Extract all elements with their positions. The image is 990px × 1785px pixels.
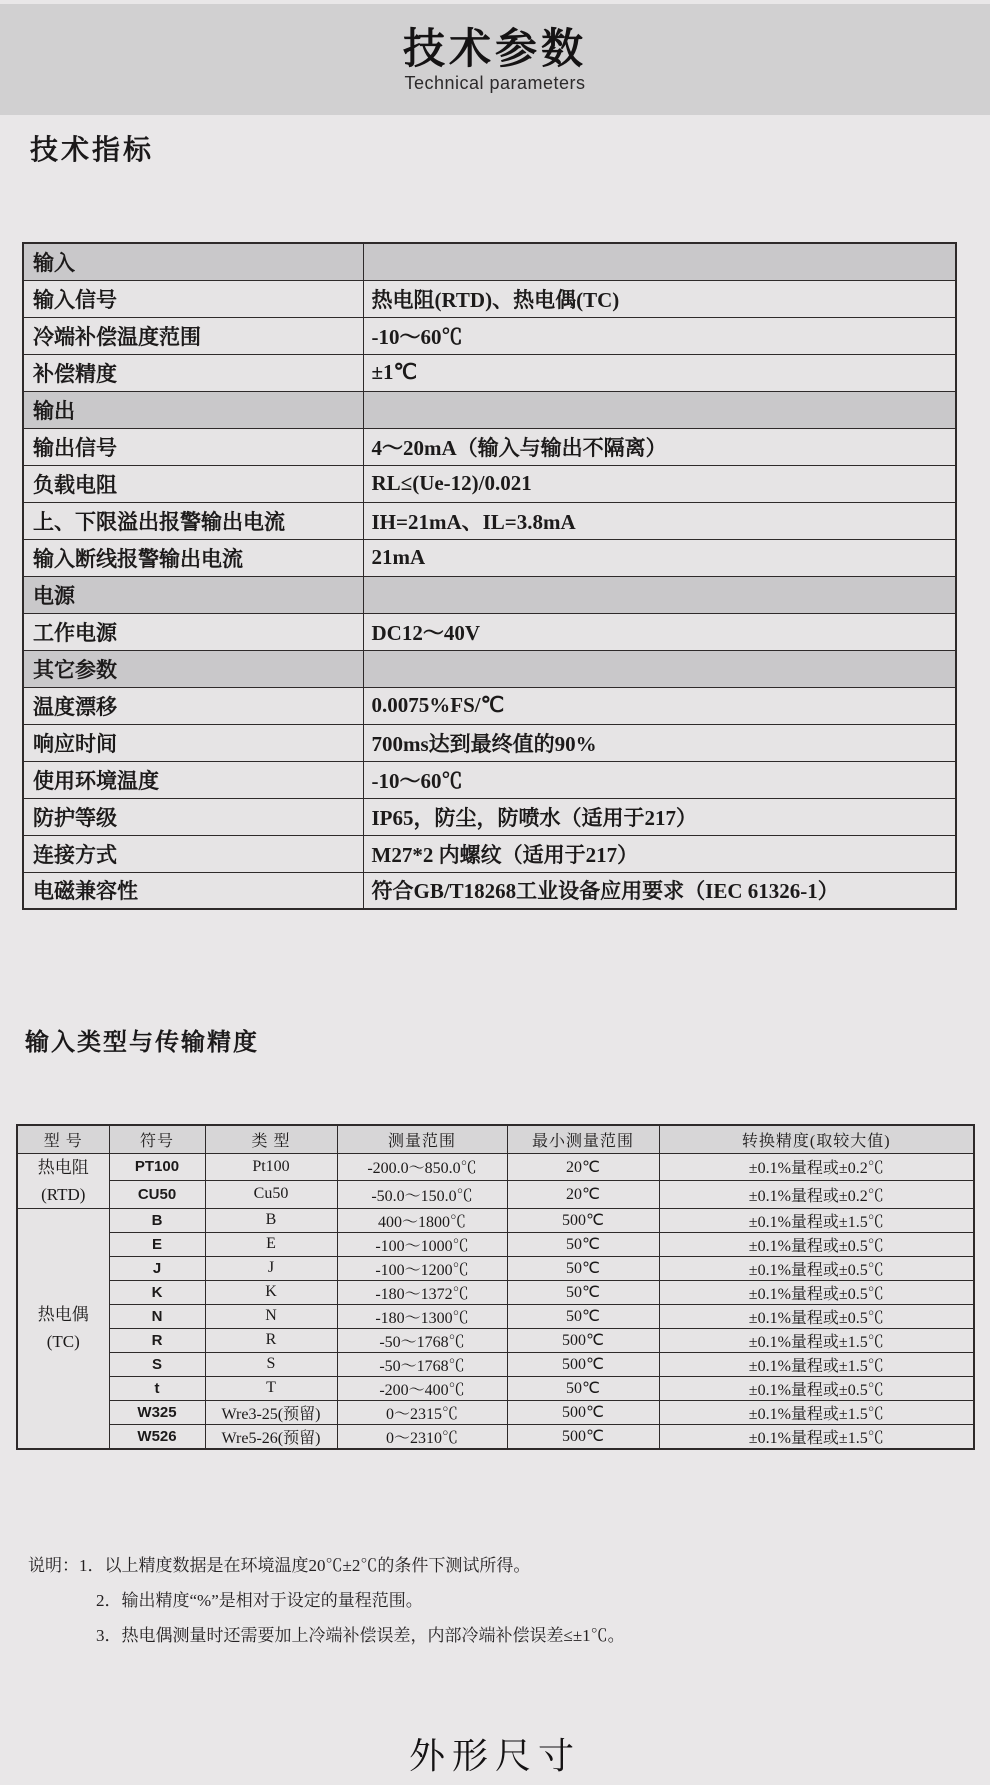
range-cell: -180～1372℃ [337,1280,507,1304]
accuracy-cell: ±0.1%量程或±0.5℃ [659,1304,974,1328]
column-header: 测量范围 [337,1125,507,1153]
spec-section-row [23,243,956,280]
spec-row [23,354,956,391]
type-cell: K [205,1280,337,1304]
accuracy-cell: ±0.1%量程或±0.2℃ [659,1181,974,1209]
page-banner [0,4,990,115]
spec-label: 响应时间 [23,724,363,761]
range-cell: -200～400℃ [337,1376,507,1400]
spec-label: 连接方式 [23,835,363,872]
spec-label: 负载电阻 [23,465,363,502]
table-row [17,1400,974,1424]
spec-row [23,835,956,872]
symbol-cell: N [109,1304,205,1328]
spec-value: -10～60℃ [363,317,956,354]
table-row [17,1376,974,1400]
spec-value: IP65，防尘，防喷水（适用于217） [363,798,956,835]
min-range-cell: 50℃ [507,1256,659,1280]
type-cell: R [205,1328,337,1352]
spec-value [363,243,956,280]
spec-label: 电源 [23,576,363,613]
spec-section-row [23,576,956,613]
spec-label: 温度漂移 [23,687,363,724]
table-row [17,1352,974,1376]
spec-label: 输出信号 [23,428,363,465]
spec-label: 使用环境温度 [23,761,363,798]
symbol-cell: R [109,1328,205,1352]
dimension-section-title: 外形尺寸 [408,1735,581,1776]
symbol-cell: K [109,1280,205,1304]
accuracy-cell: ±0.1%量程或±1.5℃ [659,1400,974,1424]
banner-title: 技术参数 [402,24,587,72]
type-cell: Wre5-26(预留) [205,1424,337,1449]
accuracy-cell: ±0.1%量程或±1.5℃ [659,1208,974,1232]
accuracy-table [16,1124,975,1450]
spec-value: M27*2 内螺纹（适用于217） [363,835,956,872]
symbol-cell: S [109,1352,205,1376]
spec-label: 输入信号 [23,280,363,317]
table-row [17,1181,974,1209]
accuracy-cell: ±0.1%量程或±0.5℃ [659,1256,974,1280]
spec-section-row [23,391,956,428]
banner-subtitle: Technical parameters [404,73,586,94]
range-cell: -100～1000℃ [337,1232,507,1256]
accuracy-header-row [17,1125,974,1153]
spec-value [363,576,956,613]
symbol-cell: B [109,1208,205,1232]
accuracy-cell: ±0.1%量程或±0.5℃ [659,1280,974,1304]
column-header: 符号 [109,1125,205,1153]
accuracy-cell: ±0.1%量程或±1.5℃ [659,1328,974,1352]
table-row [17,1328,974,1352]
spec-label: 电磁兼容性 [23,872,363,909]
min-range-cell: 50℃ [507,1232,659,1256]
symbol-cell: W526 [109,1424,205,1449]
group-name-line: 热电阻 [37,1157,89,1177]
min-range-cell: 20℃ [507,1181,659,1209]
type-cell: J [205,1256,337,1280]
range-cell: 0～2310℃ [337,1424,507,1449]
min-range-cell: 50℃ [507,1376,659,1400]
spec-value: 0.0075%FS/℃ [363,687,956,724]
accuracy-cell: ±0.1%量程或±0.5℃ [659,1232,974,1256]
table-row [17,1304,974,1328]
spec-value: 热电阻(RTD)、热电偶(TC) [363,280,956,317]
spec-row [23,502,956,539]
group-name-line: 热电偶 [37,1305,89,1324]
range-cell: -180～1300℃ [337,1304,507,1328]
spec-row [23,280,956,317]
table-row [17,1280,974,1304]
sensor-group-rtd [17,1153,109,1208]
symbol-cell: J [109,1256,205,1280]
type-cell: S [205,1352,337,1376]
spec-value: 4～20mA（输入与输出不隔离） [363,428,956,465]
spec-label: 冷端补偿温度范围 [23,317,363,354]
symbol-cell: t [109,1376,205,1400]
symbol-cell: E [109,1232,205,1256]
table-row [17,1256,974,1280]
type-cell: Pt100 [205,1153,337,1181]
spec-label: 输入 [23,243,363,280]
spec-row [23,465,956,502]
spec-section-row [23,650,956,687]
range-cell: -200.0～850.0℃ [337,1153,507,1181]
symbol-cell: PT100 [109,1153,205,1181]
spec-label: 补偿精度 [23,354,363,391]
type-cell: Cu50 [205,1181,337,1209]
type-cell: E [205,1232,337,1256]
group-name-line: (RTD) [41,1184,86,1204]
min-range-cell: 500℃ [507,1400,659,1424]
spec-value: IH=21mA、IL=3.8mA [363,502,956,539]
table-row [17,1232,974,1256]
accuracy-cell: ±0.1%量程或±1.5℃ [659,1352,974,1376]
column-header: 型 号 [17,1125,109,1153]
type-cell: B [205,1208,337,1232]
spec-label: 防护等级 [23,798,363,835]
range-cell: 400～1800℃ [337,1208,507,1232]
spec-value: 700ms达到最终值的90% [363,724,956,761]
spec-row [23,872,956,909]
column-header: 转换精度(取较大值) [659,1125,974,1153]
range-cell: 0～2315℃ [337,1400,507,1424]
notes-block [28,1548,958,1653]
min-range-cell: 20℃ [507,1153,659,1181]
spec-label: 输出 [23,391,363,428]
spec-value: DC12～40V [363,613,956,650]
sensor-group-tc [17,1208,109,1449]
spec-value: ±1℃ [363,354,956,391]
spec-value [363,391,956,428]
range-cell: -50～1768℃ [337,1352,507,1376]
note-line: 2．输出精度“%”是相对于设定的量程范围。 [96,1591,423,1610]
spec-label: 上、下限溢出报警输出电流 [23,502,363,539]
column-header: 最小测量范围 [507,1125,659,1153]
symbol-cell: CU50 [109,1181,205,1209]
note-line: 说明：1．以上精度数据是在环境温度20℃±2℃的条件下测试所得。 [28,1556,531,1575]
spec-value: 21mA [363,539,956,576]
table-row [17,1208,974,1232]
spec-row [23,687,956,724]
range-cell: -50～1768℃ [337,1328,507,1352]
spec-row [23,724,956,761]
min-range-cell: 50℃ [507,1304,659,1328]
spec-label: 工作电源 [23,613,363,650]
min-range-cell: 500℃ [507,1352,659,1376]
range-cell: -50.0～150.0℃ [337,1181,507,1209]
accuracy-cell: ±0.1%量程或±0.5℃ [659,1376,974,1400]
min-range-cell: 500℃ [507,1424,659,1449]
group-name-line: (TC) [46,1332,80,1351]
spec-value: RL≤(Ue-12)/0.021 [363,465,956,502]
column-header: 类 型 [205,1125,337,1153]
spec-row [23,761,956,798]
spec-label: 输入断线报警输出电流 [23,539,363,576]
range-cell: -100～1200℃ [337,1256,507,1280]
spec-value: -10～60℃ [363,761,956,798]
spec-label: 其它参数 [23,650,363,687]
note-line: 3．热电偶测量时还需要加上冷端补偿误差，内部冷端补偿误差≤±1℃。 [96,1626,625,1645]
accuracy-cell: ±0.1%量程或±1.5℃ [659,1424,974,1449]
type-cell: N [205,1304,337,1328]
spec-value: 符合GB/T18268工业设备应用要求（IEC 61326-1） [363,872,956,909]
table-row [17,1153,974,1181]
min-range-cell: 500℃ [507,1328,659,1352]
spec-row [23,798,956,835]
symbol-cell: W325 [109,1400,205,1424]
spec-row [23,428,956,465]
accuracy-section-title: 输入类型与传输精度 [25,1029,259,1056]
spec-row [23,613,956,650]
type-cell: T [205,1376,337,1400]
table-row [17,1424,974,1449]
spec-row [23,317,956,354]
spec-table [22,242,957,910]
spec-value [363,650,956,687]
spec-row [23,539,956,576]
accuracy-cell: ±0.1%量程或±0.2℃ [659,1153,974,1181]
spec-section-title: 技术指标 [30,134,155,165]
min-range-cell: 50℃ [507,1280,659,1304]
type-cell: Wre3-25(预留) [205,1400,337,1424]
min-range-cell: 500℃ [507,1208,659,1232]
